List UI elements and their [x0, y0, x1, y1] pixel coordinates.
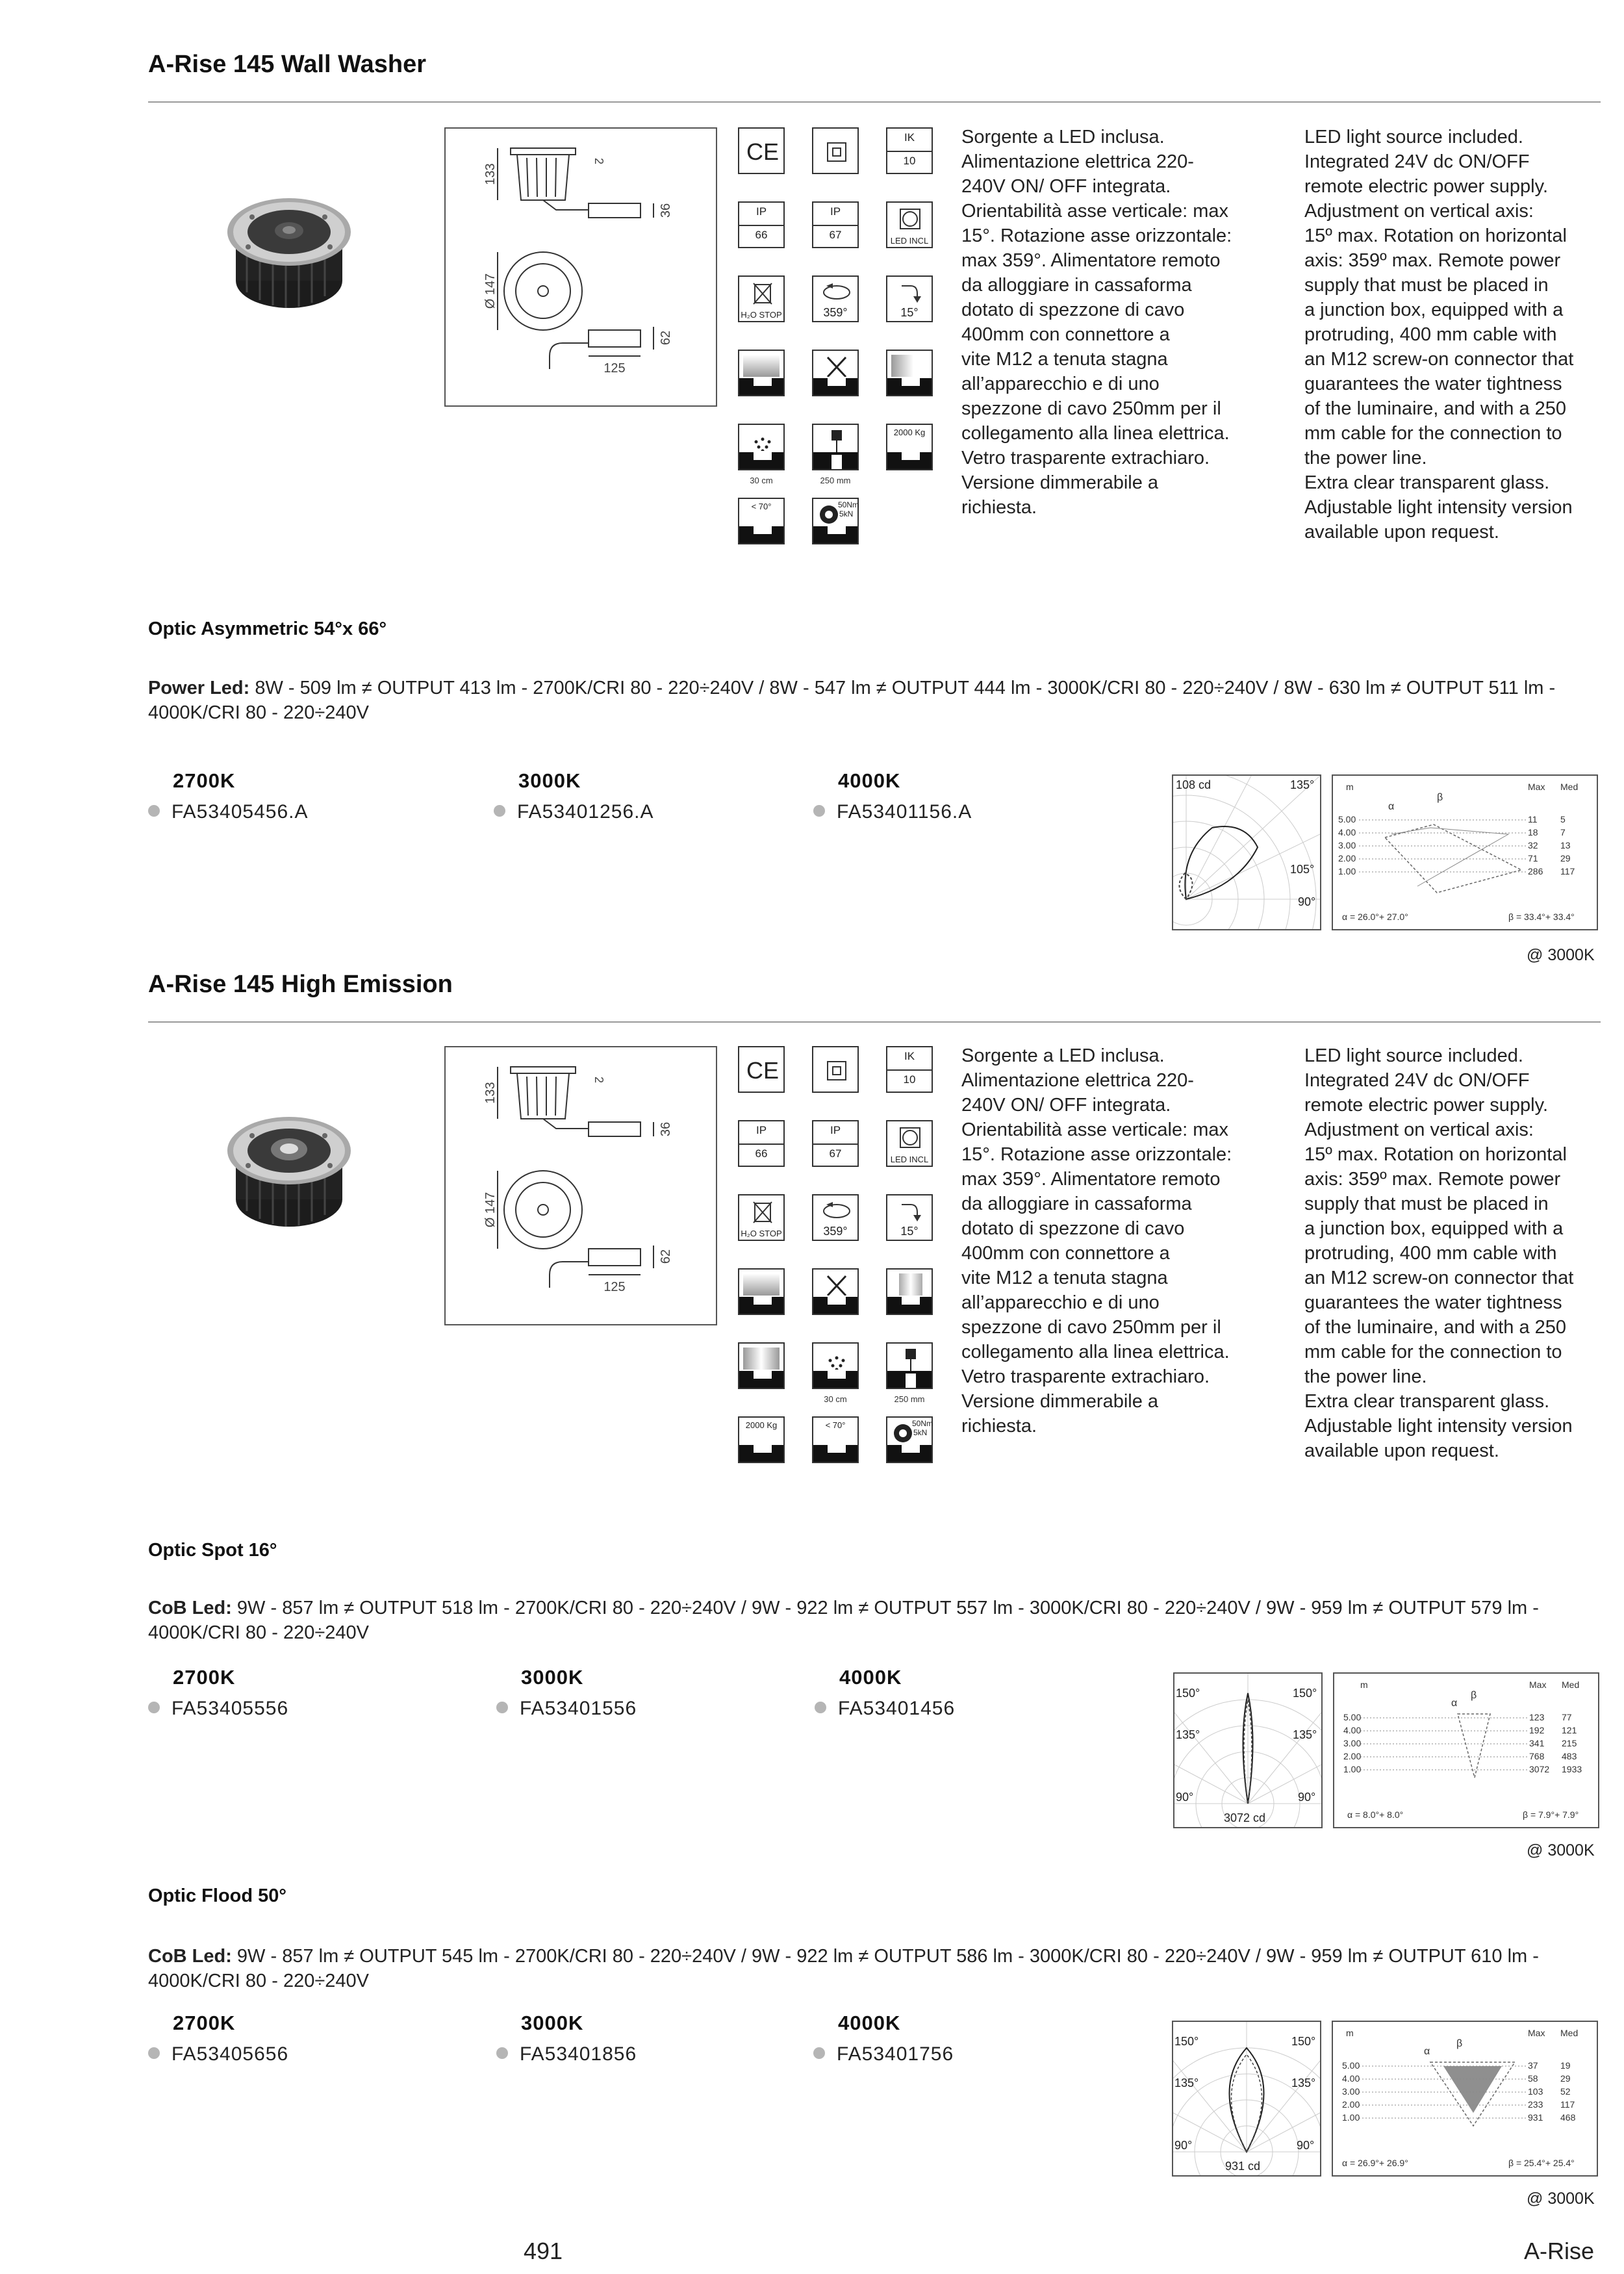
- row-m: 4.00: [1343, 1725, 1362, 1735]
- description-english: LED light source included. Integrated 24V dc ON/OFF remote electric power supply. Adjustment on vertical axis: 15º max. Rotation on horizontal axis: 359º max. Remote power supply that must be placed in a junction box, equipped with a protruding, 400 mm cable with an M12 screw-on connector that guarantees the water tightness of the luminaire, and with a 250 mm cable for the connection to the power line. Extra clear transparent glass. Adjustable light intensity version available upon request.: [1304, 1045, 1574, 1461]
- load-caption: 2000 Kg: [745, 1420, 778, 1430]
- ip-value: 67: [829, 1147, 842, 1160]
- tilt-caption: 15°: [900, 1225, 919, 1238]
- product-code: [148, 2043, 288, 2065]
- dim-offset: 2: [592, 1077, 605, 1084]
- temp-2700k: 2700K: [173, 2012, 236, 2034]
- ik-label: IK: [904, 131, 915, 144]
- polar-90: 90°: [1298, 895, 1316, 908]
- rotation-caption: 359°: [823, 306, 848, 319]
- torque-kn: 5kN: [839, 509, 854, 518]
- angle-70-icon: [812, 1416, 859, 1463]
- row-m: 2.00: [1342, 2099, 1360, 2110]
- row-med: 52: [1560, 2086, 1571, 2097]
- angle-70-icon: [738, 498, 785, 544]
- row-m: 4.00: [1338, 827, 1356, 837]
- ip-label: IP: [830, 205, 841, 218]
- walk-over-icon: [738, 424, 785, 470]
- double-insulation-icon: [812, 1046, 859, 1093]
- color-temp-note: @ 3000K: [1527, 2190, 1595, 2208]
- table-alpha: α: [1388, 801, 1395, 812]
- dim-height: 133: [483, 163, 498, 185]
- code-value: FA53401256.A: [517, 801, 654, 823]
- 250mm-caption: 250 mm: [820, 476, 851, 485]
- power-label: Power Led:: [148, 678, 250, 698]
- row-m: 1.00: [1342, 2112, 1360, 2123]
- table-beta: β: [1437, 792, 1443, 803]
- row-max: 103: [1528, 2086, 1543, 2097]
- no-glare-icon: [812, 350, 859, 396]
- product-code: [148, 1698, 288, 1720]
- divider: [148, 1021, 1601, 1023]
- dim-125: 125: [603, 1280, 626, 1294]
- dim-offset: 2: [592, 158, 605, 165]
- double-insulation-icon: [812, 127, 859, 174]
- rotation-caption: 359°: [823, 1225, 848, 1238]
- ip-value: 67: [829, 229, 842, 241]
- led-incl-caption: LED INCL: [890, 236, 929, 246]
- ik-value: 10: [903, 155, 916, 167]
- row-m: 3.00: [1342, 2086, 1360, 2097]
- temp-3000k: 3000K: [521, 2012, 584, 2034]
- color-temp-note: @ 3000K: [1527, 1841, 1595, 1859]
- divider: [148, 101, 1601, 103]
- ik-label: IK: [904, 1050, 915, 1062]
- beta-note: β = 25.4°+ 25.4°: [1508, 2158, 1575, 2168]
- polar-90-left: 90°: [1176, 1791, 1194, 1804]
- code-value: FA53401456: [838, 1698, 956, 1719]
- polar-cd-label: 931 cd: [1225, 2160, 1261, 2173]
- polar-150-right: 150°: [1293, 1687, 1317, 1700]
- row-med: 29: [1560, 2073, 1571, 2084]
- row-max: 123: [1529, 1712, 1545, 1722]
- row-max: 286: [1528, 866, 1543, 876]
- row-med: 19: [1560, 2060, 1571, 2071]
- product-code: [496, 2043, 637, 2065]
- polar-135-left: 135°: [1176, 1728, 1200, 1741]
- power-text: 9W - 857 lm ≠ OUTPUT 518 lm - 2700K/CRI 80 - 220÷240V / 9W - 922 lm ≠ OUTPUT 557 lm - 3000K/CRI 80 - 220÷240V / 9W - 959 lm ≠ OUTPUT 579 lm - 4000K/CRI 80 - 220÷240V: [148, 1598, 1539, 1643]
- dim-62: 62: [659, 330, 673, 346]
- rotation-icon: [812, 1194, 859, 1241]
- polar-diagram-flood: [1172, 2021, 1321, 2177]
- table-max: Max: [1528, 782, 1545, 792]
- row-max: 18: [1528, 827, 1538, 837]
- polar-diagram-spot: [1173, 1672, 1323, 1828]
- led-incl-caption: LED INCL: [890, 1155, 929, 1164]
- code-value: FA53405656: [171, 2043, 289, 2065]
- table-max: Max: [1528, 2028, 1545, 2038]
- temp-4000k: 4000K: [839, 1666, 902, 1689]
- row-med: 77: [1562, 1712, 1572, 1722]
- row-max: 233: [1528, 2099, 1543, 2110]
- ip66-icon: [738, 201, 785, 248]
- row-max: 3072: [1529, 1764, 1550, 1774]
- angle-caption: < 70°: [751, 502, 772, 511]
- polar-90-right: 90°: [1298, 1791, 1316, 1804]
- table-med: Med: [1562, 1680, 1580, 1690]
- tilt-caption: 15°: [900, 306, 919, 319]
- walk-over-icon: [812, 1342, 859, 1389]
- 30cm-caption: 30 cm: [824, 1394, 847, 1404]
- ik-rating-icon: [886, 127, 933, 174]
- code-value: FA53401856: [520, 2043, 637, 2065]
- power-spec: [148, 676, 1603, 725]
- temp-3000k: 3000K: [518, 769, 581, 792]
- row-max: 58: [1528, 2073, 1538, 2084]
- row-max: 37: [1528, 2060, 1538, 2071]
- row-m: 3.00: [1338, 840, 1356, 850]
- ce-mark-icon: [738, 1046, 785, 1093]
- technical-drawing: [444, 127, 717, 407]
- polar-90-right: 90°: [1297, 2139, 1315, 2152]
- optic-title: Optic Asymmetric 54°x 66°: [148, 619, 387, 639]
- row-med: 5: [1560, 814, 1566, 824]
- row-med: 121: [1562, 1725, 1577, 1735]
- polar-105: 105°: [1290, 863, 1315, 876]
- dim-diameter: Ø 147: [483, 1192, 498, 1228]
- optic-flood-title: Optic Flood 50°: [148, 1885, 286, 1906]
- row-med: 468: [1560, 2112, 1576, 2123]
- svg-text:CE: CE: [746, 138, 780, 165]
- row-max: 32: [1528, 840, 1538, 850]
- h2o-caption: H₂O STOP: [741, 310, 782, 320]
- torque-kn: 5kN: [913, 1428, 928, 1437]
- row-m: 2.00: [1338, 853, 1356, 863]
- table-m: m: [1346, 2028, 1354, 2038]
- dim-62: 62: [659, 1249, 673, 1264]
- section-title: A-Rise 145 High Emission: [148, 971, 453, 998]
- beam-icon: [886, 350, 933, 396]
- torque-icon: [812, 498, 859, 544]
- power-label: CoB Led:: [148, 1946, 232, 1967]
- table-med: Med: [1560, 2028, 1579, 2038]
- led-included-icon: [886, 1120, 933, 1167]
- load-2000kg-icon: [738, 1416, 785, 1463]
- ik-rating-icon: [886, 1046, 933, 1093]
- dim-36: 36: [659, 1121, 673, 1137]
- row-m: 4.00: [1342, 2073, 1360, 2084]
- spot-beam-icon: [886, 1268, 933, 1315]
- row-med: 1933: [1562, 1764, 1582, 1774]
- code-value: FA53401156.A: [837, 801, 972, 823]
- alpha-note: α = 8.0°+ 8.0°: [1347, 1809, 1404, 1820]
- table-alpha: α: [1424, 2046, 1430, 2057]
- product-code: [148, 801, 309, 823]
- description-italian: Sorgente a LED inclusa. Alimentazione elettrica 220- 240V ON/ OFF integrata. Orientabilità asse verticale: max 15°. Rotazione asse orizzontale: max 359°. Alimentatore remoto da alloggiare in cassaforma dotato di spezzone di cavo 400mm con connettore a vite M12 a tenuta stagna all’apparecchio e di uno spezzone di cavo 250mm per il collegamento alla linea elettrica. Vetro trasparente extrachiaro. Versione dimmerabile a richiesta.: [961, 1045, 1232, 1437]
- alpha-note: α = 26.0°+ 27.0°: [1342, 912, 1408, 922]
- led-included-icon: [886, 201, 933, 248]
- cable-length-icon: [886, 1342, 933, 1389]
- description-english: LED light source included. Integrated 24V dc ON/OFF remote electric power supply. Adjustment on vertical axis: 15º max. Rotation on horizontal axis: 359º max. Remote power supply that must be placed in a junction box, equipped with a protruding, 400 mm cable with an M12 screw-on connector that guarantees the water tightness of the luminaire, and with a 250 mm cable for the connection to the power line. Extra clear transparent glass. Adjustable light intensity version available upon request.: [1304, 127, 1574, 543]
- ip-value: 66: [755, 229, 768, 241]
- row-med: 215: [1562, 1738, 1577, 1748]
- code-value: FA53401756: [837, 2043, 954, 2065]
- 30cm-caption: 30 cm: [750, 476, 773, 485]
- row-max: 768: [1529, 1751, 1545, 1761]
- product-code: [496, 1698, 637, 1720]
- table-m: m: [1360, 1680, 1368, 1690]
- beta-note: β = 33.4°+ 33.4°: [1508, 912, 1575, 922]
- optic-spot-title: Optic Spot 16°: [148, 1540, 277, 1561]
- color-temp-note: @ 3000K: [1527, 946, 1595, 964]
- dim-36: 36: [659, 203, 673, 218]
- temp-4000k: 4000K: [838, 769, 901, 792]
- ip66-icon: [738, 1120, 785, 1167]
- table-beta: β: [1456, 2038, 1463, 2049]
- polar-90-left: 90°: [1174, 2139, 1193, 2152]
- polar-135-left: 135°: [1174, 2076, 1199, 2089]
- row-med: 117: [1560, 2099, 1575, 2110]
- footer-brand: A-Rise: [1524, 2238, 1595, 2264]
- temp-2700k: 2700K: [173, 769, 236, 792]
- alpha-note: α = 26.9°+ 26.9°: [1342, 2158, 1408, 2168]
- illuminance-table-spot: [1333, 1672, 1599, 1828]
- temp-4000k: 4000K: [838, 2012, 901, 2034]
- h2o-caption: H₂O STOP: [741, 1229, 782, 1238]
- row-max: 192: [1529, 1725, 1545, 1735]
- product-code: [494, 801, 654, 823]
- table-alpha: α: [1451, 1698, 1458, 1709]
- ip67-icon: [812, 201, 859, 248]
- table-max: Max: [1529, 1680, 1547, 1690]
- rotation-icon: [812, 275, 859, 322]
- row-max: 931: [1528, 2112, 1543, 2123]
- ip-value: 66: [755, 1147, 768, 1160]
- dim-height: 133: [483, 1082, 498, 1104]
- power-text: 9W - 857 lm ≠ OUTPUT 545 lm - 2700K/CRI 80 - 220÷240V / 9W - 922 lm ≠ OUTPUT 586 lm - 3000K/CRI 80 - 220÷240V / 9W - 959 lm ≠ OUTPUT 610 lm - 4000K/CRI 80 - 220÷240V: [148, 1946, 1539, 1991]
- technical-drawing: [444, 1046, 717, 1325]
- no-glare-icon: [812, 1268, 859, 1315]
- 250mm-caption: 250 mm: [894, 1394, 925, 1404]
- polar-diagram: [1172, 774, 1321, 930]
- row-m: 1.00: [1343, 1764, 1362, 1774]
- polar-150-left: 150°: [1176, 1687, 1200, 1700]
- ik-value: 10: [903, 1073, 916, 1086]
- angle-caption: < 70°: [825, 1420, 846, 1430]
- cob-spec-flood: [148, 1944, 1603, 1993]
- product-image-high-emission: [221, 1102, 357, 1238]
- wash-light-icon: [738, 350, 785, 396]
- code-value: FA53405556: [171, 1698, 289, 1719]
- row-med: 483: [1562, 1751, 1577, 1761]
- table-med: Med: [1560, 782, 1579, 792]
- product-image-wall-washer: [221, 183, 357, 320]
- wash-light-icon: [738, 1268, 785, 1315]
- polar-cd-label: 3072 cd: [1224, 1811, 1266, 1824]
- beta-note: β = 7.9°+ 7.9°: [1523, 1809, 1579, 1820]
- tilt-icon: [886, 275, 933, 322]
- water-stop-icon: [738, 1194, 785, 1241]
- polar-135: 135°: [1290, 778, 1315, 791]
- illuminance-table: [1332, 774, 1598, 930]
- polar-150-left: 150°: [1174, 2035, 1199, 2048]
- ce-mark-icon: [738, 127, 785, 174]
- temp-3000k: 3000K: [521, 1666, 584, 1689]
- ip-label: IP: [830, 1124, 841, 1136]
- polar-150-right: 150°: [1291, 2035, 1316, 2048]
- torque-nm: 50Nm: [912, 1419, 933, 1428]
- power-label: CoB Led:: [148, 1598, 232, 1618]
- page-title: A-Rise 145 Wall Washer: [148, 51, 427, 78]
- torque-icon: [886, 1416, 933, 1463]
- row-max: 71: [1528, 853, 1538, 863]
- illuminance-table-flood: [1332, 2021, 1598, 2177]
- cable-length-icon: [812, 424, 859, 470]
- load-2000kg-icon: [886, 424, 933, 470]
- ip-label: IP: [755, 1124, 767, 1136]
- row-m: 5.00: [1338, 814, 1356, 824]
- cob-spec-spot: [148, 1596, 1603, 1645]
- dim-125: 125: [603, 361, 626, 376]
- load-caption: 2000 Kg: [893, 428, 926, 437]
- row-med: 13: [1560, 840, 1571, 850]
- row-m: 3.00: [1343, 1738, 1362, 1748]
- ip67-icon: [812, 1120, 859, 1167]
- water-stop-icon: [738, 275, 785, 322]
- row-med: 7: [1560, 827, 1566, 837]
- row-m: 5.00: [1343, 1712, 1362, 1722]
- code-value: FA53405456.A: [171, 801, 309, 823]
- flood-beam-icon: [738, 1342, 785, 1389]
- tilt-icon: [886, 1194, 933, 1241]
- row-max: 341: [1529, 1738, 1545, 1748]
- product-code: [815, 1698, 955, 1720]
- dim-diameter: Ø 147: [483, 273, 498, 309]
- row-med: 117: [1560, 866, 1575, 876]
- page-number: 491: [524, 2238, 563, 2264]
- power-text: 8W - 509 lm ≠ OUTPUT 413 lm - 2700K/CRI 80 - 220÷240V / 8W - 547 lm ≠ OUTPUT 444 lm - 3000K/CRI 80 - 220÷240V / 8W - 630 lm ≠ OUTPUT 511 lm - 4000K/CRI 80 - 220÷240V: [148, 678, 1556, 723]
- table-beta: β: [1471, 1690, 1477, 1701]
- svg-text:CE: CE: [746, 1057, 780, 1084]
- torque-nm: 50Nm: [838, 500, 859, 509]
- polar-135-right: 135°: [1293, 1728, 1317, 1741]
- row-m: 1.00: [1338, 866, 1356, 876]
- polar-135-right: 135°: [1291, 2076, 1316, 2089]
- ip-label: IP: [755, 205, 767, 218]
- temp-2700k: 2700K: [173, 1666, 236, 1689]
- row-max: 11: [1528, 814, 1538, 824]
- product-code: [813, 801, 972, 823]
- polar-cd-label: 108 cd: [1176, 778, 1212, 791]
- code-value: FA53401556: [520, 1698, 637, 1719]
- row-med: 29: [1560, 853, 1571, 863]
- row-m: 2.00: [1343, 1751, 1362, 1761]
- table-m: m: [1346, 782, 1354, 792]
- description-italian: Sorgente a LED inclusa. Alimentazione elettrica 220- 240V ON/ OFF integrata. Orientabilità asse verticale: max 15°. Rotazione asse orizzontale: max 359°. Alimentatore remoto da alloggiare in cassaforma dotato di spezzone di cavo 400mm con connettore a vite M12 a tenuta stagna all’apparecchio e di uno spezzone di cavo 250mm per il collegamento alla linea elettrica. Vetro trasparente extrachiaro. Versione dimmerabile a richiesta.: [961, 127, 1232, 518]
- row-m: 5.00: [1342, 2060, 1360, 2071]
- product-code: [813, 2043, 954, 2065]
